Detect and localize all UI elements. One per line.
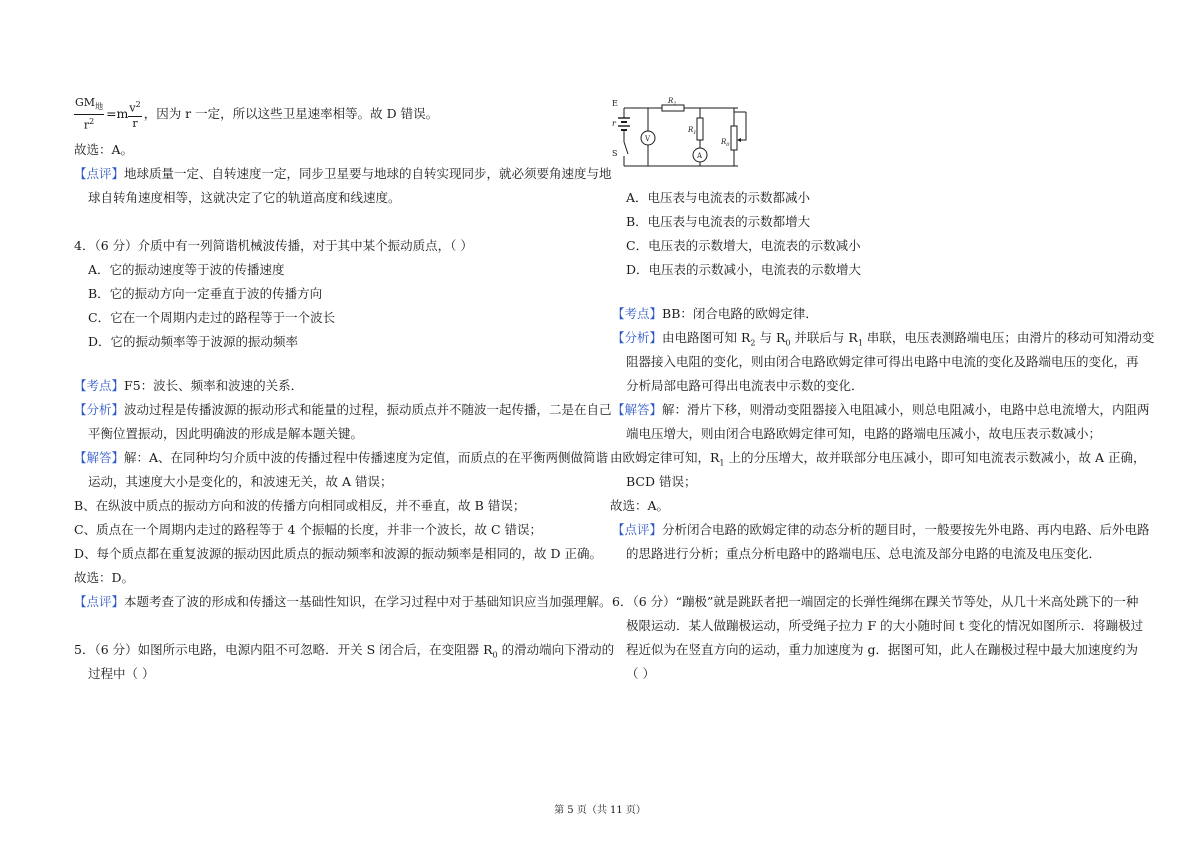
formula-lhs-fraction xyxy=(74,96,104,133)
q5-analysis-sub-1: 1 xyxy=(857,338,863,348)
formula-lhs-den: r xyxy=(83,118,90,132)
q4-analysis-line2: 平衡位置振动，因此明确波的形成是解本题关键。 xyxy=(88,426,364,441)
q4-option-c: C．它在一个周期内走过的路程等于一个波长 xyxy=(88,310,336,325)
q5-solution-line3 xyxy=(610,450,1145,472)
q3-comment-line2: 球自转角速度相等，这就决定了它的轨道高度和线速度。 xyxy=(88,190,401,205)
q5-solution-line2: 端电压增大，则由闭合电路欧姆定律可知，电路的路端电压减小，故电压表示数减小； xyxy=(626,426,1102,441)
q3-comment xyxy=(74,166,612,182)
q6-stem-line2: 极限运动．某人做蹦极运动，所受绳子拉力 F 的大小随时间 t 变化的情况如图所示．将蹦极过 xyxy=(626,618,1144,633)
q5-stem-a: 5．（6 分）如图所示电路，电源内阻不可忽略．开关 S 闭合后，在变阻器 R xyxy=(74,642,493,657)
q5-option-b: B．电压表与电流表的示数都增大 xyxy=(626,214,811,229)
resistor-r1 xyxy=(697,118,703,140)
q5-analysis-line2: 阻器接入电阻的变化，则由闭合电路欧姆定律可得出电路中电流的变化及路端电压的变化，再 xyxy=(626,354,1139,369)
label-r1-sub: 1 xyxy=(693,130,697,136)
label-v: V xyxy=(645,135,651,143)
circuit-diagram xyxy=(610,92,760,172)
q4-solution xyxy=(74,450,608,466)
q4-solution-line1: 解：A、在同种均匀介质中波的传播过程中传播速度为定值，而质点的在平衡两侧做简谐 xyxy=(124,450,609,465)
q5-solution-3b: 上的分压增大，故并联部分电压减小，即可知电流表示数减小，故 A 正确， xyxy=(724,450,1146,465)
formula-lhs-num: GM xyxy=(75,96,96,109)
q5-comment-line2: 的思路进行分析；重点分析电路中的路端电压、总电流及部分电路的电流及电压变化． xyxy=(626,546,1102,561)
formula-rhs-sup: 2 xyxy=(135,100,141,110)
q5-analysis-tag: 【分析】 xyxy=(612,330,663,345)
label-s: S xyxy=(612,149,618,158)
q5-point xyxy=(612,306,818,322)
q5-stem-sub: 0 xyxy=(492,650,498,660)
q4-comment-tag: 【点评】 xyxy=(74,594,125,609)
q5-analysis-sub-2: 2 xyxy=(750,338,756,348)
label-r0-sub: 0 xyxy=(726,142,730,148)
formula-rhs-fraction xyxy=(128,98,141,131)
q5-option-c: C．电压表的示数增大，电流表的示数减小 xyxy=(626,238,861,253)
formula-eq: =m xyxy=(106,105,129,121)
formula-lhs-sup: 2 xyxy=(89,117,95,127)
q4-answer: 故选：D。 xyxy=(74,570,135,585)
q5-solution-tag: 【解答】 xyxy=(612,402,663,417)
q5-analysis-1d: 串联，电压表测路端电压；由滑片的移动可知滑动变 xyxy=(862,330,1155,345)
q5-solution-line4: BCD 错误； xyxy=(626,474,697,489)
formula-line xyxy=(74,96,438,133)
svg-text:R0 xyxy=(720,138,730,148)
q5-solution-sub-1: 1 xyxy=(719,458,725,468)
q4-solution-line4: C、质点在一个周期内走过的路程等于 4 个振幅的长度，并非一个波长，故 C 错误； xyxy=(74,522,542,537)
q4-analysis-tag: 【分析】 xyxy=(74,402,125,417)
label-r2: R xyxy=(668,97,674,105)
q4-solution-line5: D、每个质点都在重复波源的振动因此质点的振动频率和波源的振动频率是相同的，故 D 正确。 xyxy=(74,546,602,561)
page-footer: 第 5 页（共 11 页） xyxy=(554,805,646,816)
q5-option-a: A．电压表与电流表的示数都减小 xyxy=(626,190,811,205)
label-r0: R xyxy=(721,138,727,146)
q5-answer: 故选：A。 xyxy=(610,498,670,513)
q4-option-b: B．它的振动方向一定垂直于波的传播方向 xyxy=(88,286,323,301)
q4-option-a: A．它的振动速度等于波的传播速度 xyxy=(88,262,285,277)
q5-comment-tag: 【点评】 xyxy=(612,522,663,537)
q6-stem-line1: 6．（6 分）“蹦极”就是跳跃者把一端固定的长弹性绳绑在踝关节等处，从几十米高处跳下的一种 xyxy=(612,594,1139,609)
q5-analysis-sub-0: 0 xyxy=(785,338,791,348)
q4-comment xyxy=(74,594,612,610)
q6-stem-line4: （ ） xyxy=(626,666,655,681)
q5-stem-line2: 过程中（ ） xyxy=(88,666,155,681)
q4-point xyxy=(74,378,303,394)
q5-comment-line1 xyxy=(612,522,1150,538)
formula-lhs-sub: 地 xyxy=(95,102,104,112)
q5-analysis-line3: 分析局部电路可得出电流表中示数的变化． xyxy=(626,378,864,393)
q5-comment-1: 分析闭合电路的欧姆定律的动态分析的题目时，一般要按先外电路、再内电路、后外电路 xyxy=(662,522,1150,537)
q5-solution-line1 xyxy=(612,402,1150,418)
label-a: A xyxy=(697,152,703,160)
q4-comment-text: 本题考查了波的形成和传播这一基础性知识，在学习过程中对于基础知识应当加强理解。 xyxy=(124,594,612,609)
q5-stem-line1 xyxy=(74,642,614,664)
q3-answer: 故选：A。 xyxy=(74,142,134,157)
q5-analysis-1c: 并联后与 R xyxy=(790,330,858,345)
q4-analysis xyxy=(74,402,612,418)
q5-analysis-line1 xyxy=(612,330,1154,352)
q5-point-text: BB：闭合电路的欧姆定律． xyxy=(662,306,818,321)
q5-stem-b: 的滑动端向下滑动的 xyxy=(497,642,615,657)
q5-option-d: D．电压表的示数减小，电流表的示数增大 xyxy=(626,262,862,277)
q4-solution-tag: 【解答】 xyxy=(74,450,125,465)
svg-text:R1 xyxy=(687,126,696,136)
q4-analysis-line1: 波动过程是传播波源的振动形式和能量的过程，振动质点并不随波一起传播，二是在自己 xyxy=(124,402,612,417)
rheostat-r0 xyxy=(731,126,737,150)
formula-text: ，因为 r 一定，所以这些卫星速率相等。故 D 错误。 xyxy=(143,105,439,121)
q4-solution-line3: B、在纵波中质点的振动方向和波的传播方向相同或相反，并不垂直，故 B 错误； xyxy=(74,498,526,513)
label-r2-sub: 2 xyxy=(673,101,677,107)
q4-solution-line2: 运动，其速度大小是变化的，和波速无关，故 A 错误； xyxy=(88,474,393,489)
q5-analysis-1a: 由电路图可知 R xyxy=(662,330,751,345)
formula-rhs-den: r xyxy=(132,116,138,130)
q5-solution-3a: 由欧姆定律可知，R xyxy=(610,450,720,465)
q5-solution-1: 解：滑片下移，则滑动变阻器接入电阻减小，则总电阻减小，电路中总电流增大，内阻两 xyxy=(662,402,1150,417)
q3-comment-tag: 【点评】 xyxy=(74,166,125,181)
q3-comment-line1: 地球质量一定、自转速度一定，同步卫星要与地球的自转实现同步，就必须要角速度与地 xyxy=(124,166,612,181)
q5-analysis-1b: 与 R xyxy=(755,330,786,345)
label-r: r xyxy=(612,119,616,128)
q4-point-tag: 【考点】 xyxy=(74,378,125,393)
formula-rhs-num: v xyxy=(129,101,136,115)
q4-point-text: F5：波长、频率和波速的关系． xyxy=(124,378,304,393)
label-r1: R xyxy=(688,126,694,134)
q4-stem: 4．（6 分）介质中有一列简谐机械波传播，对于其中某个振动质点，（ ） xyxy=(74,238,473,253)
q4-option-d: D．它的振动频率等于波源的振动频率 xyxy=(88,334,299,349)
label-e: E xyxy=(612,99,618,108)
q5-point-tag: 【考点】 xyxy=(612,306,663,321)
q6-stem-line3: 程近似为在竖直方向的运动，重力加速度为 g．据图可知，此人在蹦极过程中最大加速度约为 xyxy=(626,642,1138,657)
